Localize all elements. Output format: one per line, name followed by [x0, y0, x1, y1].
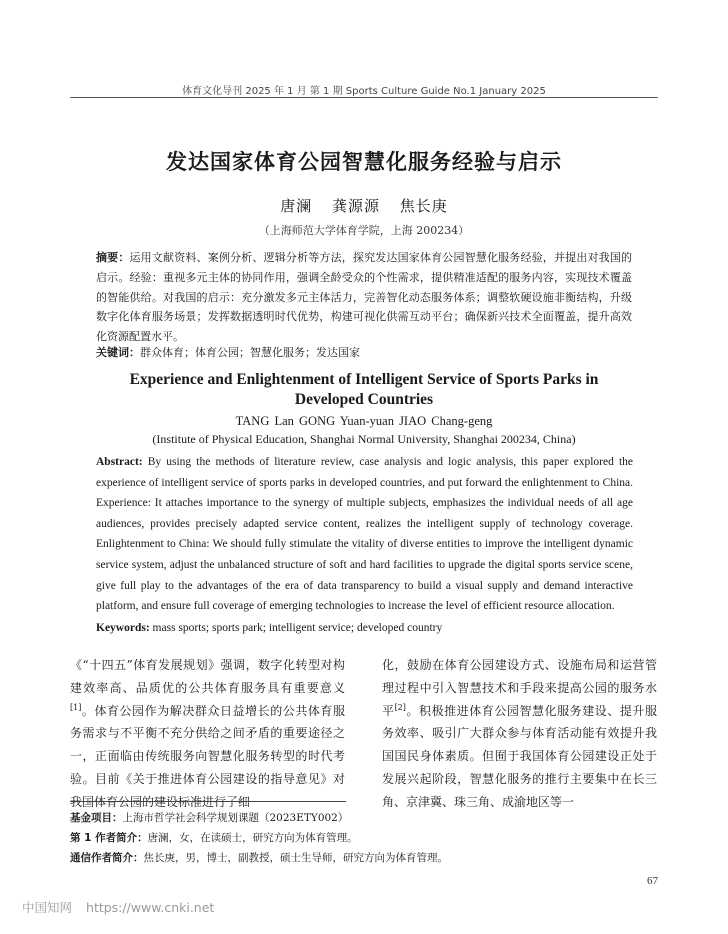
keywords-chinese-text: 群众体育；体育公园；智慧化服务；发达国家: [140, 346, 360, 359]
watermark-url[interactable]: https://www.cnki.net: [86, 900, 215, 915]
footnote-corresponding-author: [70, 848, 658, 868]
body-column-left: [70, 654, 345, 814]
footnote-fund-text: 上海市哲学社会科学规划课题（2023ETY002）: [122, 812, 349, 824]
title-chinese: 发达国家体育公园智慧化服务经验与启示: [166, 150, 562, 174]
footnote-first-author-text: 唐澜，女，在读硕士，研究方向为体育管理。: [147, 832, 358, 844]
footnote-corresponding-author-text: 焦长庚，男，博士，副教授，硕士生导师，研究方向为体育管理。: [143, 852, 448, 864]
footnote-first-author: [70, 828, 658, 848]
citation-ref-2[interactable]: [2]: [394, 702, 406, 712]
body-right-text-a: 化，鼓励在体育公园建设方式、设施布局和运营管理过程中引入智慧技术和手段来提高公园的服务水平: [382, 658, 657, 718]
affiliation-chinese: （上海师范大学体育学院，上海 200234）: [258, 224, 470, 237]
abstract-english-label: Abstract:: [96, 456, 143, 468]
authors-english: TANG Lan GONG Yuan-yuan JIAO Chang-geng: [235, 414, 493, 428]
cnki-watermark: [22, 898, 214, 916]
body-left-text-b: 。体育公园作为解决群众日益增长的公共体育服务需求与不平衡不充分供给之间矛盾的重要途径之一，正面临由传统服务向智慧化服务转型的时代考验。目前《关于推进体育公园建设的指导意见》对我国体育公园的建设标准进行了细: [70, 703, 345, 809]
footnote-corresponding-author-label: 通信作者简介：: [70, 852, 144, 864]
page-number: 67: [647, 875, 658, 887]
watermark-brand: 中国知网: [22, 900, 73, 915]
body-right-text-b: 。积极推进体育公园智慧化服务建设、提升服务效率、吸引广大群众参与体育活动能有效提升我国国民身体素质。但囿于我国体育公园建设正处于发展兴起阶段，智慧化服务的推行主要集中在长三角、京津冀、珠三角、成渝地区等一: [382, 703, 657, 809]
authors-chinese: 唐澜 龚源源 焦长庚: [280, 197, 448, 215]
abstract-english: [96, 452, 633, 617]
abstract-chinese: [96, 248, 632, 347]
keywords-chinese: [96, 345, 632, 361]
footnote-rule: [70, 801, 346, 802]
keywords-english-text: mass sports; sports park; intelligent service; developed country: [149, 622, 443, 634]
citation-ref-1[interactable]: [1]: [70, 702, 82, 712]
keywords-english: [96, 622, 632, 634]
keywords-english-label: Keywords:: [96, 622, 150, 634]
keywords-chinese-label: 关键词：: [96, 346, 140, 359]
abstract-chinese-label: 摘要：: [96, 251, 130, 264]
title-english: Experience and Enlightenment of Intelligent Service of Sports Parks in Developed Countries: [129, 371, 599, 408]
abstract-english-text: By using the methods of literature review, case analysis and logic analysis, this paper explored the experience of intelligent service of sports parks in developed countries, and put forward the enlightenment to China. Experience: It attaches importance to the synergy of multiple subjects, emphasizes the individual needs of all age audiences, provides precisely adapted service content, realizes the intelligent supply of technology coverage. Enlightenment to China: We should fully stimulate the vitality of diverse entities to improve the intelligent dynamic service system, adjust the unbalanced structure of soft and hard facilities to upgrade the digital sports service scene, give full play to the advantages of the era of data transparency to build a visual supply and demand interactive platform, and ensure full coverage of emerging technologies to increase the level of efficient resource allocation.: [96, 456, 633, 613]
footnote-first-author-label: 第 1 作者简介：: [70, 832, 148, 844]
footnote-fund-label: 基金项目：: [70, 812, 123, 824]
affiliation-english: (Institute of Physical Education, Shanghai Normal University, Shanghai 200234, China): [152, 432, 576, 446]
abstract-chinese-text: 运用文献资料、案例分析、逻辑分析等方法，探究发达国家体育公园智慧化服务经验，并提出对我国的启示。经验：重视多元主体的协同作用，强调全龄受众的个性需求，提供精准适配的服务内容，实现技术覆盖的智能供给。对我国的启示：充分激发多元主体活力，完善智化动态服务体系；调整软硬设施非衡结构，升级数字化体育服务场景；发挥数据透明时代优势，构建可视化供需互动平台；确保新兴技术全面覆盖，提升高效化资源配置水平。: [96, 251, 633, 344]
running-header: 体育文化导刊 2025 年 1 月 第 1 期 Sports Culture Guide No.1 January 2025: [182, 86, 546, 97]
body-left-text-a: 《“十四五”体育发展规划》强调，数字化转型对构建效率高、品质优的公共体育服务具有重要意义: [70, 658, 345, 695]
footnotes: [70, 808, 658, 868]
header-rule: [70, 97, 658, 98]
body-column-right: [382, 654, 657, 814]
footnote-fund: [70, 808, 658, 828]
